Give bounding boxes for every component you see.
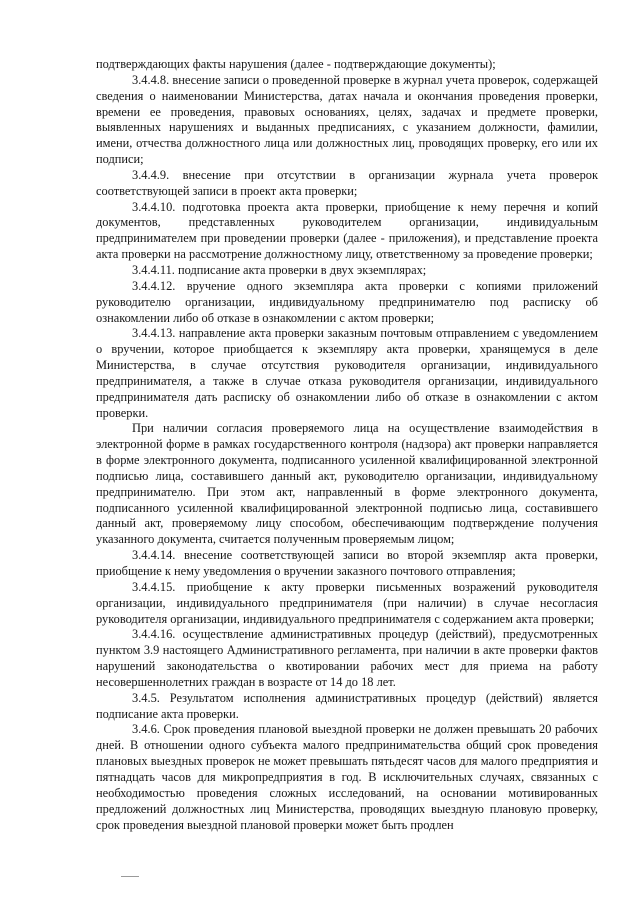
document-body	[96, 57, 598, 833]
paragraph-3-4-4-13: 3.4.4.13. направление акта проверки заказным почтовым отправлением с уведомлением о вручении, которое приобщается к экземпляру акта проверки, хранящемуся в деле Министерства, в случае отсутствия руководителя организации, индивидуального предпринимателя, а также в случае отказа руководителя организации, индивидуального предпринимателя дать расписку об ознакомлении либо об отказе в ознакомлении с актом проверки.	[96, 326, 598, 420]
paragraph-3-4-5: 3.4.5. Результатом исполнения административных процедур (действий) является подписание акта проверки.	[96, 690, 598, 721]
paragraph-3-4-4-14: 3.4.4.14. внесение соответствующей записи во второй экземпляр акта проверки, приобщение к нему уведомления о вручении заказного почтового отправления;	[96, 548, 598, 578]
paragraph-3-4-4-9: 3.4.4.9. внесение при отсутствии в организации журнала учета проверок соответствующей записи в проект акта проверки;	[96, 167, 598, 198]
paragraph-electronic-form: При наличии согласия проверяемого лица на осуществление взаимодействия в электронной форме в рамках государственного контроля (надзора) акт проверки направляется в форме электронного документа, подписанного усиленной квалифицированной электронной подписью лица, составившего данный акт, руководителю организации, индивидуальному предпринимателю. При этом акт, направленный в форме электронного документа, подписанного усиленной квалифицированной электронной подписью лица, составившего данный акт, проверяемому лицу способом, обеспечивающим подтверждение получения указанного документа, считается полученным проверяемым лицом;	[96, 421, 598, 547]
footer-mark	[121, 876, 139, 877]
paragraph-3-4-4-11: 3.4.4.11. подписание акта проверки в двух экземплярах;	[132, 262, 427, 277]
paragraph-3-4-4-15: 3.4.4.15. приобщение к акту проверки письменных возражений руководителя организации, индивидуального предпринимателя (при наличии) в случае несогласия руководителя организации, индивидуального предпринимателя с содержанием акта проверки;	[96, 579, 598, 626]
paragraph-3-4-4-16: 3.4.4.16. осуществление административных процедур (действий), предусмотренных пунктом 3.9 настоящего Административного регламента, при наличии в акте проверки фактов нарушений законодательства о квотировании рабочих мест для приема на работу несовершеннолетних граждан в возрасте от 14 до 18 лет.	[96, 627, 598, 689]
paragraph-3-4-4-8: 3.4.4.8. внесение записи о проведенной проверке в журнал учета проверок, содержащей сведения о наименовании Министерства, датах начала и окончания проведения проверки, времени ее проведения, правовых основаниях, целях, задачах и предмете проверки, выявленных нарушениях и выданных предписаниях, с указанием должности, фамилии, имени, отчества должностного лица или должностных лиц, проводящих проверку, его или их подписи;	[96, 72, 598, 167]
paragraph-3-4-4-12: 3.4.4.12. вручение одного экземпляра акта проверки с копиями приложений руководителю организации, индивидуальному предпринимателю под расписку об ознакомлении либо об отказе в ознакомлении с актом проверки;	[96, 278, 598, 325]
paragraph-continuation: подтверждающих факты нарушения (далее - подтверждающие документы);	[96, 57, 496, 71]
paragraph-3-4-4-10: 3.4.4.10. подготовка проекта акта проверки, приобщение к нему перечня и копий документов, представленных руководителем организации, индивидуальным предпринимателем при проведении проверки (далее - приложения), и представление проекта акта проверки на рассмотрение должностному лицу, ответственному за проведение проверки;	[96, 199, 598, 262]
paragraph-3-4-6: 3.4.6. Срок проведения плановой выездной проверки не должен превышать 20 рабочих дней. В отношении одного субъекта малого предпринимательства общий срок проведения плановых выездных проверок не может превышать пятьдесят часов для малого предприятия и пятнадцать часов для микропредприятия в год. В исключительных случаях, связанных с необходимостью проведения сложных исследований, на основании мотивированных предложений должностных лиц Министерства, проводящих выездную плановую проверку, срок проведения выездной плановой проверки может быть продлен	[96, 722, 598, 832]
